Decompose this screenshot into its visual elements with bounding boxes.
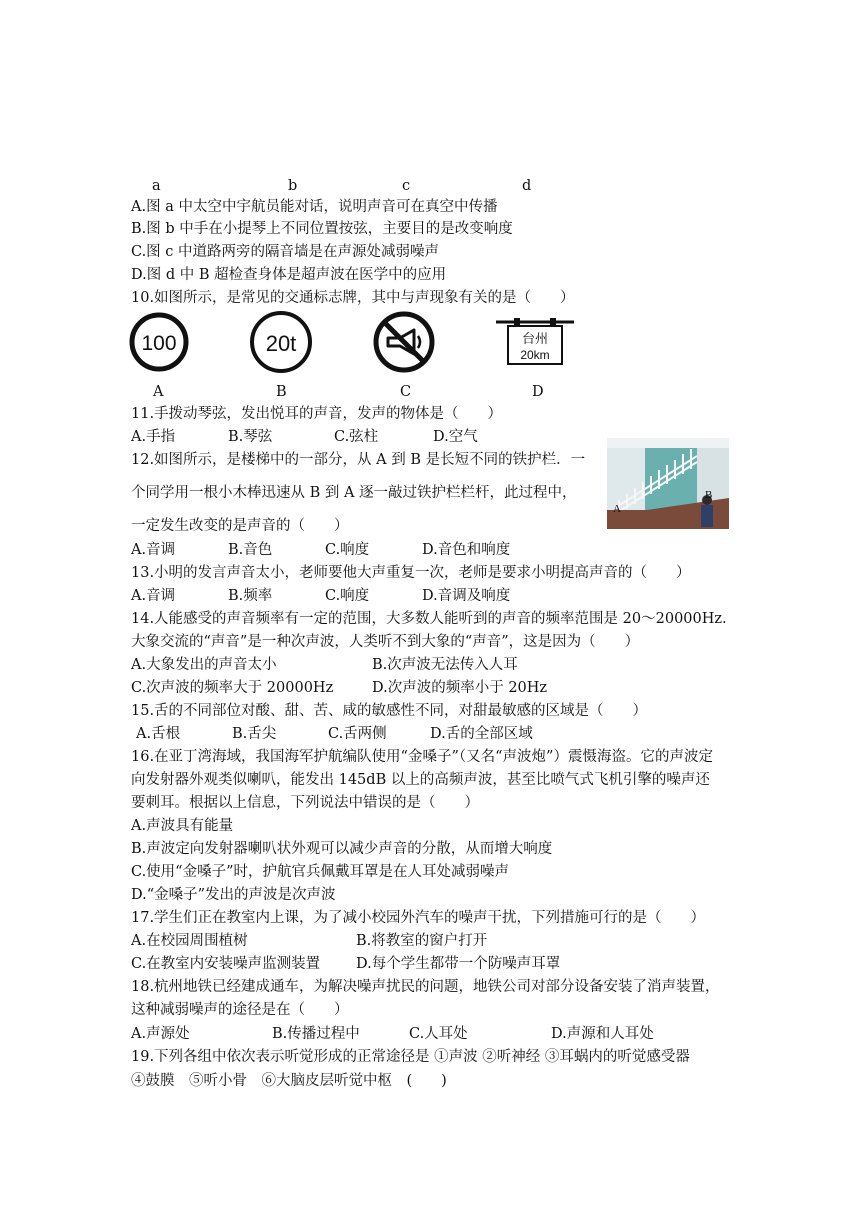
q14-stem-line2: 大象交流的“声音”是一种次声波，人类听不到大象的“声音”，这是因为（ ） (131, 634, 640, 650)
figure-label-c: c (402, 178, 411, 194)
q17-option-d: D.每个学生都带一个防噪声耳罩 (356, 956, 561, 972)
figure-label-d: d (522, 178, 532, 194)
q16-stem-line1: 16.在亚丁湾海域，我国海军护航编队使用“金嗓子”（又名“声波炮”）震慑海盗。它的声波定 (131, 749, 713, 765)
q18-option-b: B.传播过程中 (272, 1026, 360, 1042)
q14-stem-line1: 14.人能感受的声音频率有一定的范围，大多数人能听到的声音的频率范围是 20～20000Hz. (131, 611, 727, 627)
q16-option-b: B.声波定向发射器喇叭状外观可以减少声音的分散，从而增大响度 (131, 841, 553, 857)
q14-option-a: A.大象发出的声音太小 (131, 657, 277, 673)
figure-label-a: a (152, 178, 161, 194)
sign-d-line1: 台州 (521, 332, 549, 347)
q17-option-b: B.将教室的窗户打开 (356, 933, 488, 949)
q17-option-a: A.在校园周围植树 (131, 933, 248, 949)
q17-stem: 17.学生们正在教室内上课，为了减小校园外汽车的噪声干扰，下列措施可行的是（ ） (131, 910, 706, 926)
q10-label-a: A (153, 384, 164, 400)
q18-stem-line1: 18.杭州地铁已经建成通车，为解决噪声扰民的问题，地铁公司对部分设备安装了消声装置， (131, 979, 720, 995)
q15-option-d: D.舌的全部区域 (430, 726, 533, 742)
q10-stem: 10.如图所示，是常见的交通标志牌，其中与声现象有关的是（ ） (131, 290, 575, 306)
q19-stem-line2: ④鼓膜 ⑤听小骨 ⑥大脑皮层听觉中枢 ( ) (131, 1073, 447, 1089)
q16-option-c: C.使用“金嗓子”时，护航官兵佩戴耳罩是在人耳处减弱噪声 (131, 864, 510, 880)
q12-stem-line1: 12.如图所示，是楼梯中的一部分，从 A 到 B 是长短不同的铁护栏．一 (131, 452, 586, 468)
no-horn-sign (372, 310, 436, 374)
photo-label-a: A (613, 503, 621, 515)
q16-stem-line2: 向发射器外观类似喇叭，能发出 145dB 以上的高频声波，甚至比喷气式飞机引擎的噪声还 (131, 772, 710, 788)
q18-option-d: D.声源和人耳处 (551, 1026, 654, 1042)
q9-option-b: B.图 b 中手在小提琴上不同位置按弦，主要目的是改变响度 (131, 221, 513, 237)
photo-label-b: B (705, 489, 713, 501)
q10-label-d: D (532, 384, 544, 400)
q12-option-a: A.音调 (131, 542, 176, 558)
q11-option-b: B.琴弦 (228, 429, 273, 445)
q18-option-a: A.声源处 (131, 1026, 190, 1042)
q11-option-a: A.手指 (131, 429, 176, 445)
q18-option-c: C.人耳处 (409, 1026, 468, 1042)
distance-sign (494, 316, 576, 368)
q12-stem-line2: 个同学用一根小木棒迅速从 B 到 A 逐一敲过铁护栏栏杆，此过程中， (131, 485, 577, 501)
q14-option-d: D.次声波的频率小于 20Hz (372, 680, 548, 696)
q9-option-d: D.图 d 中 B 超检查身体是超声波在医学中的应用 (131, 267, 447, 283)
q14-option-c: C.次声波的频率大于 20000Hz (131, 680, 334, 696)
q9-option-a: A.图 a 中太空中宇航员能对话，说明声音可在真空中传播 (131, 199, 498, 215)
q15-stem: 15.舌的不同部位对酸、甜、苦、咸的敏感性不同，对甜最敏感的区域是（ ） (131, 703, 648, 719)
q16-option-a: A.声波具有能量 (131, 818, 234, 834)
q15-option-c: C.舌两侧 (328, 726, 387, 742)
sign-a-text: 100 (141, 332, 177, 355)
q12-option-c: C.响度 (325, 542, 370, 558)
q17-option-c: C.在教室内安装噪声监测装置 (131, 956, 321, 972)
q12-option-b: B.音色 (228, 542, 273, 558)
q11-option-c: C.弦柱 (334, 429, 379, 445)
figure-label-b: b (288, 178, 298, 194)
q14-option-b: B.次声波无法传入人耳 (372, 657, 518, 673)
q18-stem-line2: 这种减弱噪声的途径是在（ ） (131, 1002, 349, 1018)
q15-option-a: A.舌根 (136, 726, 181, 742)
q11-stem: 11.手拨动琴弦，发出悦耳的声音，发声的物体是（ ） (131, 406, 503, 422)
staircase-photo (607, 438, 729, 529)
sign-d-line2: 20km (520, 348, 550, 362)
q19-stem-line1: 19.下列各组中依次表示听觉形成的正常途径是 ①声波 ②听神经 ③耳蜗内的听觉感受器 (131, 1049, 690, 1065)
q16-stem-line3: 要刺耳。根据以上信息，下列说法中错误的是（ ） (131, 795, 479, 811)
weight-limit-sign (249, 310, 313, 374)
q12-option-d: D.音色和响度 (422, 542, 511, 558)
q10-label-c: C (400, 384, 412, 400)
q10-label-b: B (276, 384, 287, 400)
q13-option-d: D.音调及响度 (422, 588, 511, 604)
q13-stem: 13.小明的发言声音太小，老师要他大声重复一次，老师是要求小明提高声音的（ ） (131, 565, 691, 581)
sign-b-text: 20t (265, 331, 297, 356)
q15-option-b: B.舌尖 (232, 726, 277, 742)
q13-option-a: A.音调 (131, 588, 176, 604)
q12-stem-line3: 一定发生改变的是声音的（ ） (131, 518, 349, 534)
q13-option-b: B.频率 (228, 588, 273, 604)
speed-limit-sign (129, 312, 189, 372)
q11-option-d: D.空气 (433, 429, 478, 445)
q16-option-d: D.“金嗓子”发出的声波是次声波 (131, 887, 336, 903)
q13-option-c: C.响度 (325, 588, 370, 604)
q9-option-c: C.图 c 中道路两旁的隔音墙是在声源处减弱噪声 (131, 244, 440, 260)
